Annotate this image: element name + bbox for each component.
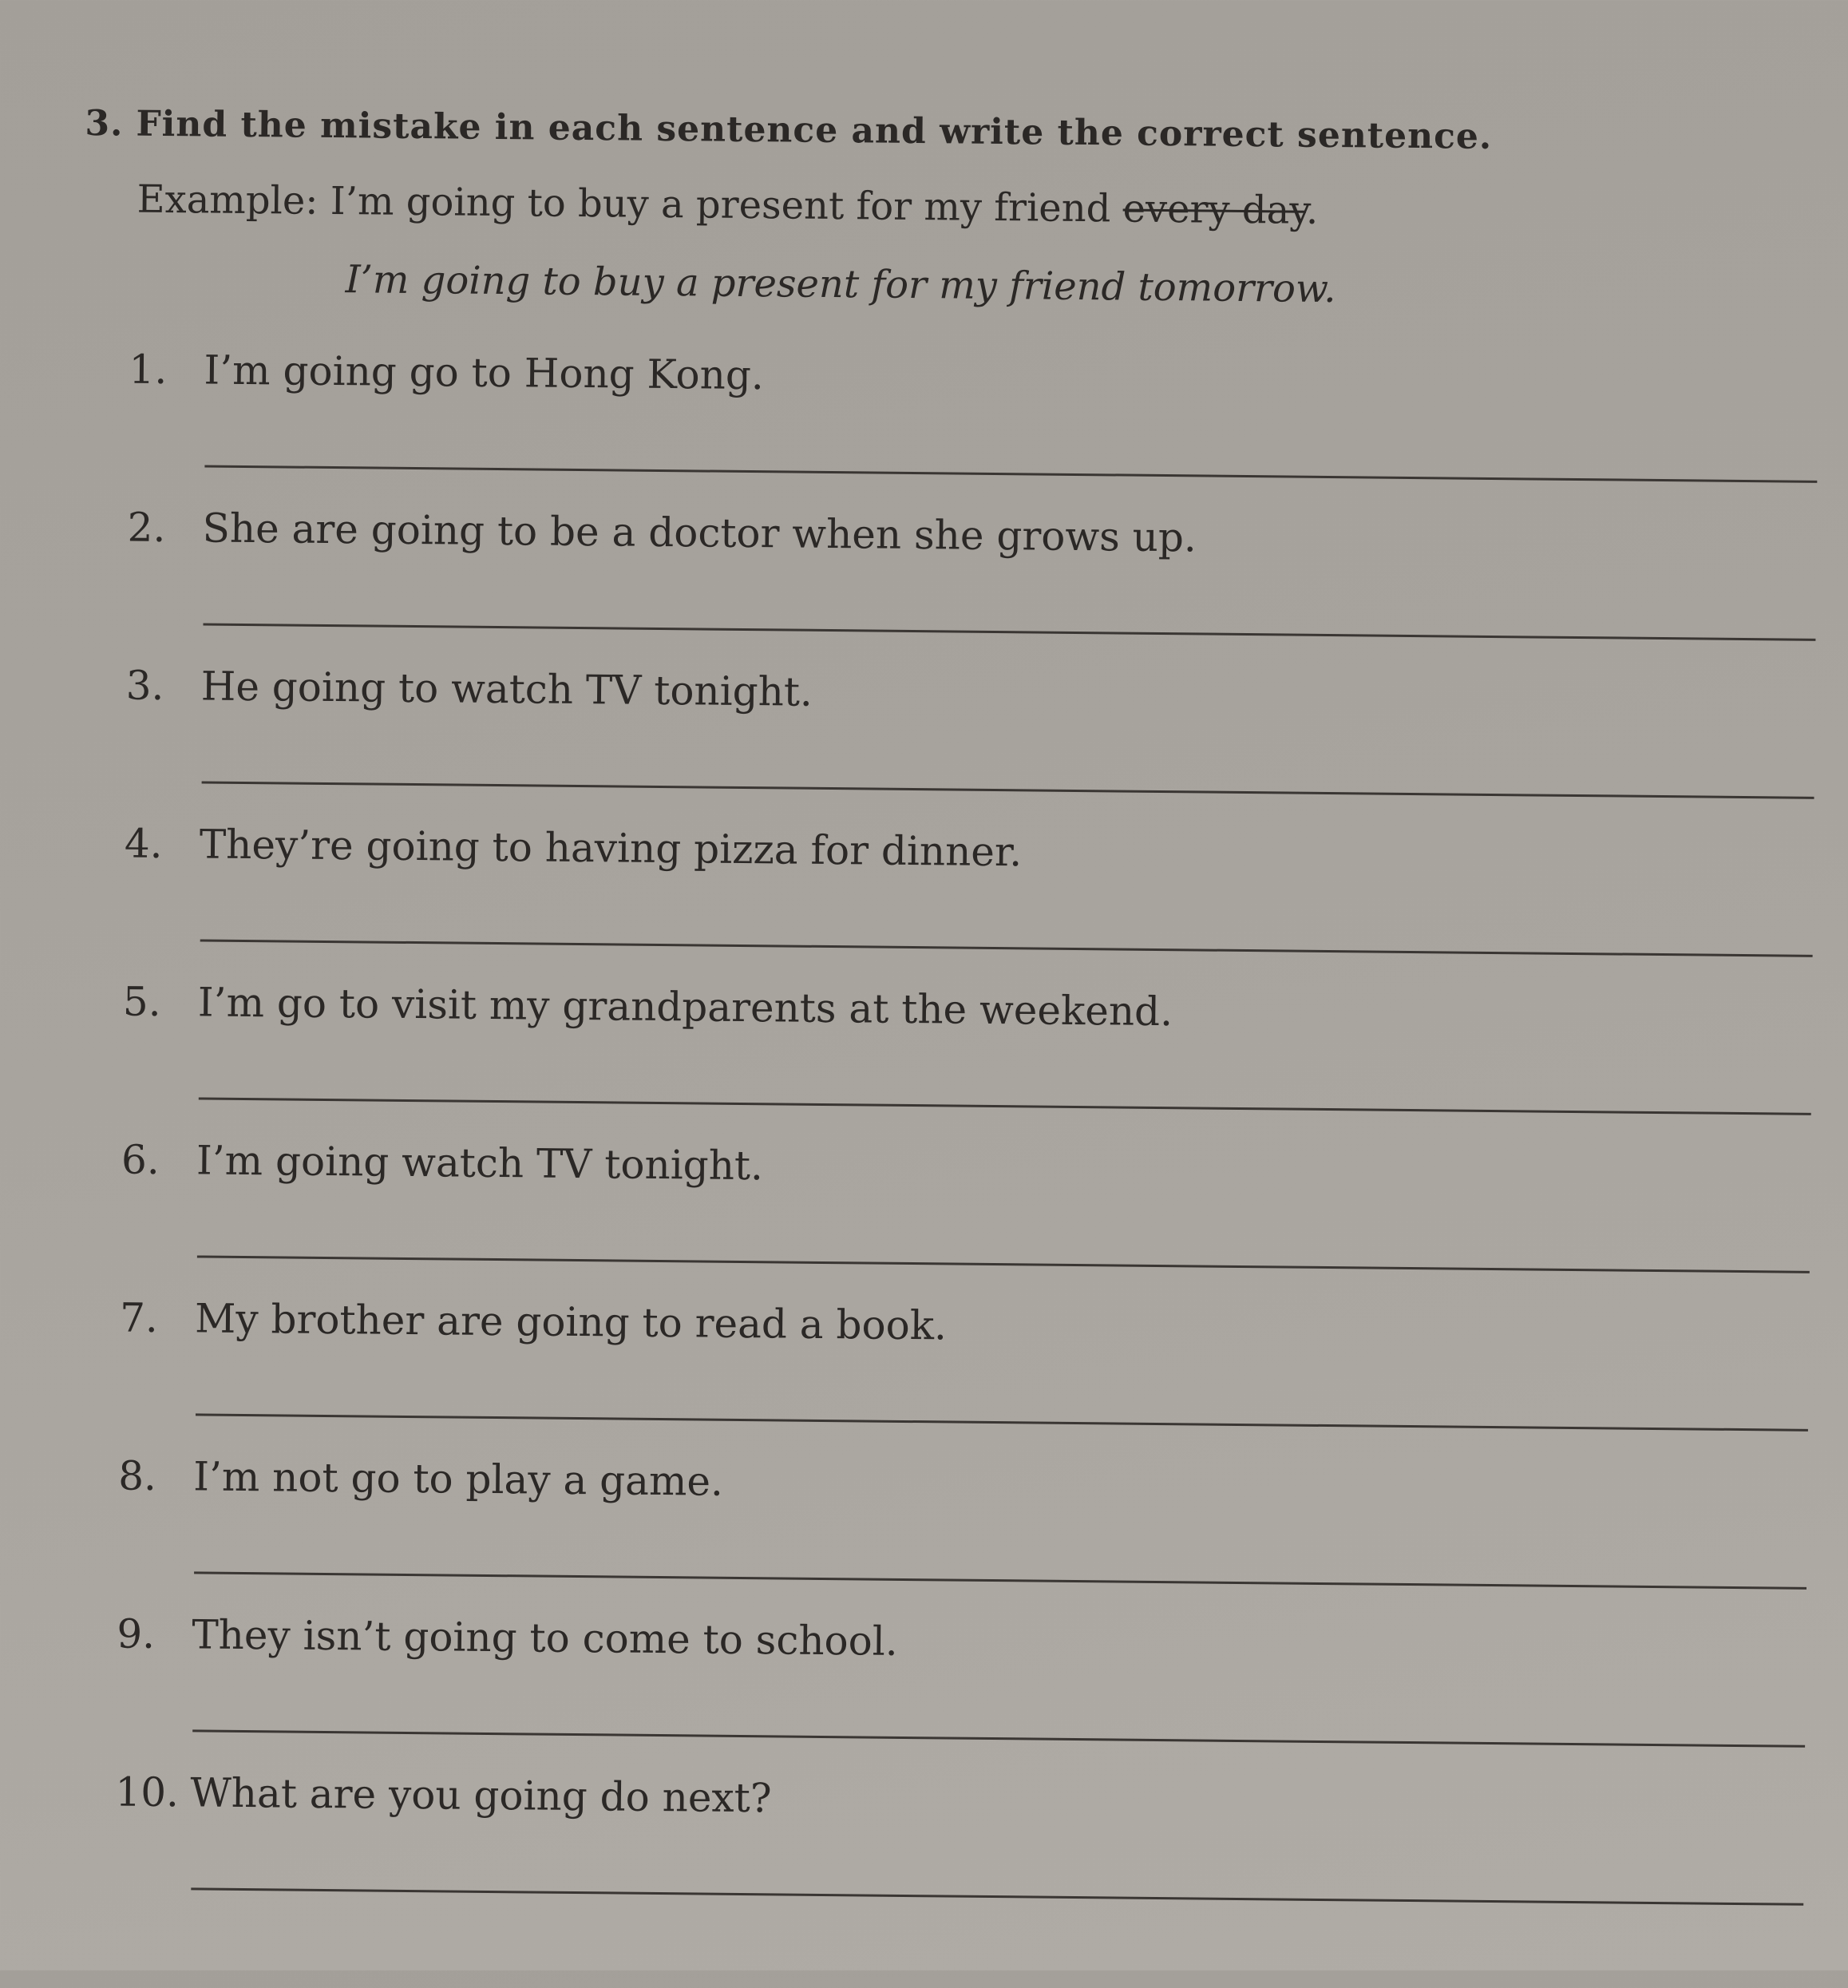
answer-line[interactable] [199,1097,1811,1115]
answer-line[interactable] [194,1571,1806,1589]
item-sentence: They’re going to having pizza for dinner. [199,821,1023,876]
item-sentence: My brother are going to read a book. [194,1295,948,1349]
exercise-item [118,1453,723,1505]
answer-line[interactable] [191,1887,1803,1905]
exercise-item [117,1611,898,1665]
answer-line[interactable] [197,1255,1810,1273]
exercise-instruction: Find the mistake in each sentence and write the correct sentence. [136,103,1493,157]
answer-line[interactable] [192,1729,1805,1747]
item-sentence: I’m not go to play a game. [192,1453,724,1505]
exercise-item [127,505,1197,561]
exercise-number: 3. [85,103,124,145]
exercise-heading [85,103,1492,157]
item-number: 7. [119,1294,159,1341]
item-sentence: He going to watch TV tonight. [200,663,813,715]
example-sentence-end: . [1305,188,1319,233]
item-sentence: I’m go to visit my grandparents at the weekend. [197,979,1173,1036]
item-number: 4. [124,820,163,868]
item-sentence: They isn’t going to come to school. [192,1611,898,1665]
exercise-item [115,1768,772,1821]
answer-line[interactable] [204,465,1817,482]
example-struck-words: every day [1122,186,1307,233]
item-number: 10. [115,1768,180,1816]
example-corrected-sentence: I’m going to buy a present for my friend tomorrow. [345,257,1336,312]
exercise-item [125,663,813,715]
example-label: Example: [137,176,319,224]
item-sentence: She are going to be a doctor when she grows up. [202,505,1197,561]
item-number: 1. [129,346,168,394]
item-number: 5. [122,978,161,1025]
exercise-item [125,821,1023,876]
item-number: 8. [117,1452,157,1499]
item-number: 6. [121,1136,160,1183]
item-sentence: I’m going go to Hong Kong. [204,347,765,399]
exercise-item [129,347,764,399]
item-number: 2. [127,504,166,552]
example-sentence-start: I’m going to buy a present for my friend [330,178,1111,232]
answer-line[interactable] [202,781,1814,798]
item-sentence: What are you going do next? [190,1769,772,1822]
exercise-item [121,1137,763,1190]
item-number: 3. [125,662,164,710]
answer-line[interactable] [203,623,1815,640]
exercise-item [120,1295,947,1349]
answer-line[interactable] [196,1413,1808,1431]
item-sentence: I’m going watch TV tonight. [196,1137,764,1190]
exercise-item [123,979,1173,1036]
example-sentence [137,177,1318,233]
answer-line[interactable] [200,939,1813,956]
item-number: 9. [117,1610,156,1657]
